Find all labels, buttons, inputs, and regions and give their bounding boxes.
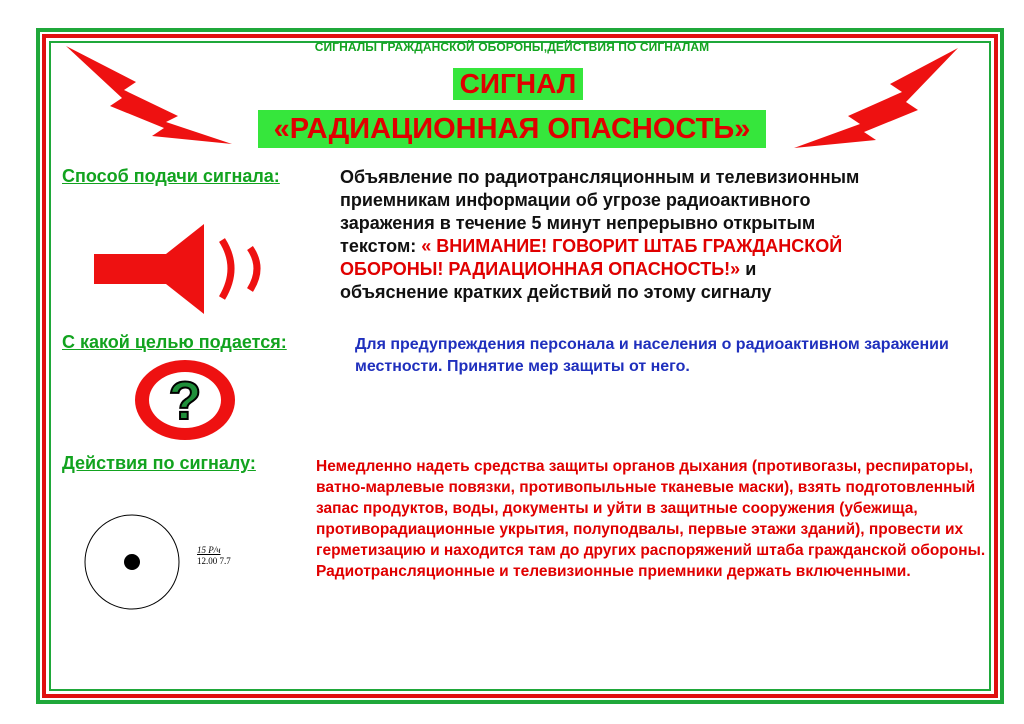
method-line-4-prefix: текстом: [340,236,422,256]
section-purpose-label: С какой целью подается: [62,332,287,352]
signal-name: «РАДИАЦИОННАЯ ОПАСНОСТЬ» [258,110,766,148]
dose-time: 12.00 7.7 [197,556,231,566]
section-actions-label: Действия по сигналу: [62,453,256,473]
method-line-1: Объявление по радиотрансляционным и телевизионным [340,167,860,187]
alert-text-2: ОБОРОНЫ! РАДИАЦИОННАЯ ОПАСНОСТЬ!» [340,259,741,279]
alert-text-1: « ВНИМАНИЕ! ГОВОРИТ ШТАБ ГРАЖДАНСКОЙ [421,236,843,256]
question-sign-icon [130,355,240,445]
method-line-6: объяснение кратких действий по этому сигналу [340,282,772,302]
method-line-4 [340,235,1000,258]
signal-title: СИГНАЛ [453,68,583,100]
dose-reading: 15 Р/ч [197,545,221,555]
lightning-bolt-icon [790,44,970,154]
poster-header: СИГНАЛЫ ГРАЖДАНСКОЙ ОБОРОНЫ,ДЕЙСТВИЯ ПО СИГНАЛАМ [314,40,710,54]
purpose-description: Для предупреждения персонала и населения о радиоактивном заражении местности. Принятие мер защиты от него. [355,336,949,375]
method-line-5-suffix: и [740,259,757,279]
method-description [340,166,1000,304]
lightning-bolt-icon [58,40,238,150]
method-line-2: приемникам информации об угрозе радиоактивного [340,190,811,210]
actions-description: Немедленно надеть средства защиты органов дыхания (противогазы, респираторы, ватно-марлевые повязки, противопыльные тканевые маски), взять подготовленный запас продуктов, воды, документы и уйти в защитные сооружения (убежища, противорадиационные укрытия, полуподвалы, первые этажи зданий), провести их герметизацию и находится там до других распоряжений штаба гражданской обороны. Радиотрансляционные и телевизионные приемники держать включенными. [316,458,986,580]
method-line-3: заражения в течение 5 минут непрерывно открытым [340,213,816,233]
section-method-label [62,166,280,187]
section-method-label-text: Способ подачи сигнала [62,166,274,186]
svg-text:?: ? [168,371,202,431]
method-line-5 [340,258,1000,281]
loudspeaker-icon [92,222,282,314]
dosimeter-dial-icon [82,512,182,612]
section-method-colon: : [273,166,280,186]
